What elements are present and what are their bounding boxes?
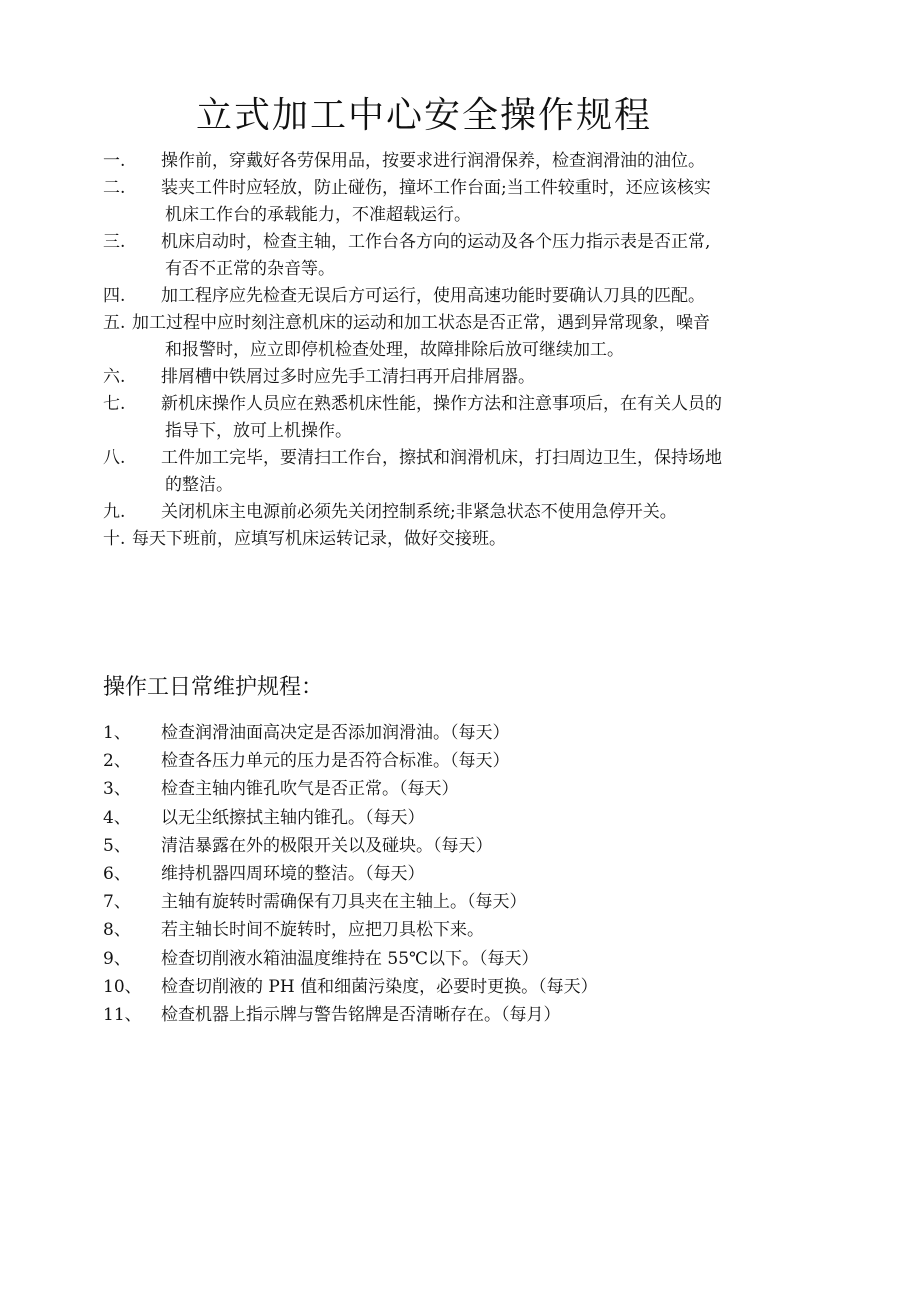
list-item [103,747,823,775]
rule-text-continued: 有否不正常的杂音等。 [165,259,335,279]
task-text: 检查各压力单元的压力是否符合标准。（每天） [161,751,510,772]
list-item [103,945,823,973]
rule-text: 新机床操作人员应在熟悉机床性能，操作方法和注意事项后，在有关人员的 [161,394,722,414]
rule-text: 每天下班前，应填写机床运转记录，做好交接班。 [132,529,506,549]
list-item [103,1001,823,1029]
rule-text: 加工程序应先检查无误后方可运行，使用高速功能时要确认刀具的匹配。 [161,286,705,306]
rule-number: 二. [103,178,126,198]
list-item [103,916,823,944]
list-item [103,973,823,1001]
task-text: 检查润滑油面高决定是否添加润滑油。（每天） [161,723,510,743]
list-item [103,719,823,747]
task-text: 检查切削液水箱油温度维持在 55℃以下。（每天） [161,948,539,969]
task-text: 以无尘纸擦拭主轴内锥孔。（每天） [161,807,425,828]
rule-text: 关闭机床主电源前必须先关闭控制系统;非紧急状态不使用急停开关。 [161,502,677,522]
rule-text-continued: 指导下，放可上机操作。 [165,421,352,441]
task-number: 9、 [103,948,131,969]
task-text: 检查机器上指示牌与警告铭牌是否清晰存在。（每月） [161,1005,561,1026]
task-number: 3、 [103,779,131,800]
rule-text: 工件加工完毕，要清扫工作台，擦拭和润滑机床，打扫周边卫生，保持场地 [161,448,722,468]
list-item [103,445,823,499]
rule-text: 装夹工件时应轻放，防止碰伤，撞坏工作台面;当工件较重时，还应该核实 [161,178,711,198]
list-item [103,391,823,445]
list-item [103,148,823,175]
list-item [103,775,823,803]
task-number: 1、 [103,723,131,743]
task-number: 2、 [103,751,131,772]
rule-number: 八. [103,448,126,468]
document-title: 立式加工中心安全操作规程 [196,95,653,136]
task-number: 7、 [103,892,131,913]
task-number: 5、 [103,835,131,856]
task-text: 清洁暴露在外的极限开关以及碰块。（每天） [161,835,493,856]
rule-text: 机床启动时，检查主轴，工作台各方向的运动及各个压力指示表是否正常, [161,232,711,252]
rule-text: 操作前，穿戴好各劳保用品，按要求进行润滑保养，检查润滑油的油位。 [161,151,705,171]
rule-text-continued: 机床工作台的承载能力，不准超载运行。 [165,205,471,225]
list-item [103,832,823,860]
task-number: 6、 [103,864,131,885]
rule-number: 十. [103,529,126,549]
task-number: 4、 [103,807,131,828]
task-number: 11、 [103,1005,142,1026]
rule-number: 一. [103,151,126,171]
list-item [103,888,823,916]
list-item [103,283,823,310]
rule-text-continued: 的整洁。 [165,475,233,495]
task-text: 若主轴长时间不旋转时，应把刀具松下来。 [161,920,484,941]
rule-number: 三. [103,232,126,252]
task-number: 10、 [103,976,142,997]
list-item [103,364,823,391]
list-item [103,310,823,364]
rule-number: 六. [103,367,126,387]
list-item [103,229,823,283]
rule-number: 五. [103,313,126,333]
list-item [103,175,823,229]
list-item [103,499,823,526]
rule-text-continued: 和报警时，应立即停机检查处理，故障排除后放可继续加工。 [165,340,624,360]
list-item [103,804,823,832]
rule-number: 九. [103,502,126,522]
rule-text: 加工过程中应时刻注意机床的运动和加工状态是否正常，遇到异常现象，噪音 [132,313,710,333]
maintenance-title: 操作工日常维护规程： [103,675,324,700]
rule-number: 七. [103,394,126,414]
list-item [103,860,823,888]
safety-rules-list [103,148,823,553]
rule-text: 排屑槽中铁屑过多时应先手工清扫再开启排屑器。 [161,367,535,387]
task-number: 8、 [103,920,131,941]
task-text: 维持机器四周环境的整洁。（每天） [161,864,425,885]
task-text: 主轴有旋转时需确保有刀具夹在主轴上。（每天） [161,892,527,913]
rule-number: 四. [103,286,126,306]
maintenance-list [103,719,823,1029]
task-text: 检查主轴内锥孔吹气是否正常。（每天） [161,779,459,800]
task-text: 检查切削液的 PH 值和细菌污染度，必要时更换。（每天） [161,976,598,997]
list-item [103,526,823,553]
